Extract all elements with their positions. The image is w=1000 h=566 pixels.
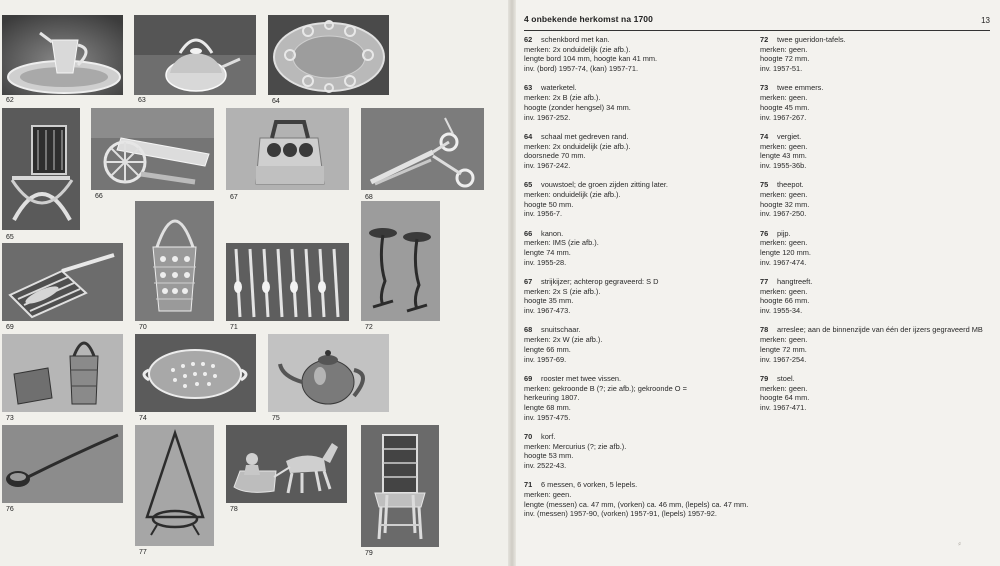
cutlery-photo	[226, 243, 349, 321]
entry-title: schaal met gedreven rand.	[541, 131, 629, 141]
entry-marks: merken: gekroonde B (?; zie afb.); gekroonde O =	[524, 383, 687, 393]
figure-number: 78	[230, 506, 238, 513]
entry-dimensions: lengte 120 mm.	[760, 248, 811, 258]
kettle-tray-photo	[2, 15, 123, 95]
figure-number: 66	[95, 193, 103, 200]
entry-inventory: inv. 2522-43.	[524, 461, 567, 471]
figure-79-photo	[361, 425, 439, 547]
entry-title: kanon.	[541, 228, 564, 238]
running-header	[524, 14, 990, 31]
entry-marks: merken: geen.	[760, 335, 808, 345]
entry-number: 71	[524, 480, 533, 490]
catalogue-column-left	[524, 35, 750, 529]
catalogue-entry	[524, 180, 750, 219]
catalogue-entry	[524, 374, 750, 423]
entry-marks: merken: geen.	[760, 238, 808, 248]
entry-marks: merken: geen.	[760, 189, 808, 199]
figure-76-photo	[2, 425, 123, 503]
figure-78-photo	[226, 425, 347, 503]
figure-71-photo	[226, 243, 349, 321]
entry-title: schenkbord met kan.	[541, 35, 610, 44]
entry-title: arreslee; aan de binnenzijde van één der ijzers gegraveerd MB	[777, 325, 983, 335]
entry-marks: merken: 2x B (zie afb.).	[524, 93, 601, 103]
figure-75-photo	[268, 334, 389, 412]
entry-title: theepot.	[777, 180, 804, 190]
entry-number: 73	[760, 83, 769, 93]
dish-photo	[268, 15, 389, 95]
entry-inventory: inv. 1967-473.	[524, 306, 571, 316]
figure-number: 74	[139, 415, 147, 422]
entry-number: 70	[524, 431, 533, 441]
entry-title: strijkijzer; achterop gegraveerd: S D	[541, 277, 659, 287]
catalogue-entry	[760, 132, 992, 171]
entry-title: 6 messen, 6 vorken, 5 lepels.	[541, 480, 638, 490]
entry-inventory: inv. 1967-254.	[760, 354, 807, 364]
entry-inventory: inv. (messen) 1957-90, (vorken) 1957-91, (lepels) 1957-92.	[524, 509, 717, 519]
entry-inventory: inv. 1967-242.	[524, 160, 571, 170]
entry-inventory: inv. 1957-51.	[760, 64, 803, 74]
entry-inventory: inv. 1955-36b.	[760, 160, 807, 170]
entry-marks: merken: Mercurius (?; zie afb.).	[524, 441, 627, 451]
gueridon-tables-photo	[361, 201, 440, 321]
entry-dimensions: hoogte 50 mm.	[524, 199, 574, 209]
entry-title: rooster met twee vissen.	[541, 373, 622, 383]
entry-dimensions: lengte 66 mm.	[524, 344, 571, 354]
entry-title: vergiet.	[777, 131, 802, 141]
catalogue-entry	[524, 83, 750, 122]
entry-number: 76	[760, 228, 769, 238]
figure-number: 79	[365, 550, 373, 557]
figure-65-photo	[2, 108, 80, 230]
entry-number: 62	[524, 35, 533, 44]
entry-dimensions: hoogte 64 mm.	[760, 393, 810, 403]
figure-number: 65	[6, 234, 14, 241]
entry-marks: merken: geen.	[760, 383, 808, 393]
sledge-horse-photo	[226, 425, 347, 503]
entry-marks: merken: IMS (zie afb.).	[524, 238, 599, 248]
catalogue-entry	[760, 229, 992, 268]
entry-dimensions: hoogte (zonder hengsel) 34 mm.	[524, 102, 631, 112]
entry-title: twee emmers.	[777, 83, 824, 93]
kettle-photo	[134, 15, 256, 95]
entry-number: 68	[524, 325, 533, 335]
catalogue-entry	[760, 277, 992, 316]
catalogue-entry	[524, 325, 750, 364]
figure-72-photo	[361, 201, 440, 321]
entry-dimensions: lengte 72 mm.	[760, 344, 807, 354]
iron-photo	[226, 108, 349, 190]
entry-dimensions: lengte 68 mm.	[524, 402, 571, 412]
entry-dimensions: lengte 43 mm.	[760, 151, 807, 161]
entry-title: snuitschaar.	[541, 325, 581, 335]
buckets-photo	[2, 334, 123, 412]
entry-marks: merken: geen.	[760, 141, 808, 151]
entry-number: 64	[524, 131, 533, 141]
entry-dimensions: hoogte 35 mm.	[524, 296, 574, 306]
folding-chair-photo	[2, 108, 80, 230]
entry-inventory: inv. 1967-471.	[760, 402, 807, 412]
entry-dimensions: lengte (messen) ca. 47 mm, (vorken) ca. 46 mm, (lepels) ca. 47 mm.	[524, 499, 749, 509]
figure-number: 73	[6, 415, 14, 422]
entry-dimensions: doorsnede 70 mm.	[524, 151, 586, 161]
catalogue-entry	[524, 132, 750, 171]
colander-photo	[135, 334, 256, 412]
entry-dimensions: lengte 74 mm.	[524, 248, 571, 258]
figure-number: 72	[365, 324, 373, 331]
figure-number: 64	[272, 98, 280, 105]
grill-fish-photo	[2, 243, 123, 321]
entry-number: 69	[524, 373, 533, 383]
entry-title: korf.	[541, 431, 556, 441]
entry-number: 65	[524, 180, 533, 190]
entry-title: twee gueridon-tafels.	[777, 35, 846, 44]
entry-marks: merken: geen.	[760, 286, 808, 296]
entry-inventory: inv. 1957-475.	[524, 412, 571, 422]
entry-inventory: inv. 1967-250.	[760, 209, 807, 219]
catalogue-entry	[524, 432, 750, 471]
hanging-trivet-photo	[135, 425, 214, 546]
figure-70-photo	[135, 201, 214, 321]
figure-number: 70	[139, 324, 147, 331]
catalogue-entry	[760, 374, 992, 413]
figure-number: 63	[138, 97, 146, 104]
pencil-mark-icon: ⸗	[957, 537, 962, 549]
entry-inventory: inv. 1967-267.	[760, 112, 807, 122]
figure-number: 62	[6, 97, 14, 104]
cannon-photo	[91, 108, 214, 190]
figure-69-photo	[2, 243, 123, 321]
entry-marks: merken: 2x S (zie afb.).	[524, 286, 601, 296]
entry-marks: merken: geen.	[524, 490, 572, 500]
entry-number: 79	[760, 373, 769, 383]
entry-number: 72	[760, 35, 769, 44]
pipe-photo	[2, 425, 123, 503]
entry-dimensions: hoogte 66 mm.	[760, 296, 810, 306]
catalogue-entry	[760, 83, 992, 122]
snuffer-photo	[361, 108, 484, 190]
entry-marks: merken: geen.	[760, 44, 808, 54]
figure-number: 67	[230, 194, 238, 201]
entry-dimensions: hoogte 53 mm.	[524, 451, 574, 461]
entry-dimensions: hoogte 45 mm.	[760, 102, 810, 112]
chapter-title: 4 onbekende herkomst na 1700	[524, 14, 653, 24]
entry-title: waterketel.	[541, 83, 577, 93]
entry-marks: merken: 2x W (zie afb.).	[524, 335, 603, 345]
figure-64-photo	[268, 15, 389, 95]
entry-number: 63	[524, 83, 533, 93]
entry-inventory: inv. 1957-69.	[524, 354, 567, 364]
entry-inventory: inv. 1967-252.	[524, 112, 571, 122]
figure-68-photo	[361, 108, 484, 190]
catalogue-entry	[760, 325, 992, 364]
entry-number: 67	[524, 277, 533, 287]
entry-marks: merken: 2x onduidelijk (zie afb.).	[524, 141, 631, 151]
catalogue-entry	[524, 35, 750, 74]
entry-title: stoel.	[777, 373, 795, 383]
page-number: 13	[981, 16, 990, 25]
figure-63-photo	[134, 15, 256, 95]
catalogue-entry	[524, 277, 750, 316]
figure-62-photo	[2, 15, 123, 95]
entry-inventory: inv. 1956-7.	[524, 209, 563, 219]
entry-dimensions: hoogte 72 mm.	[760, 54, 810, 64]
figure-74-photo	[135, 334, 256, 412]
entry-dimensions: hoogte 32 mm.	[760, 199, 810, 209]
entry-title: hangtreeft.	[777, 277, 813, 287]
entry-marks: merken: geen.	[760, 93, 808, 103]
catalogue-entry	[524, 480, 750, 519]
figure-number: 76	[6, 506, 14, 513]
entry-inventory: inv. 1955-28.	[524, 257, 567, 267]
figure-66-photo	[91, 108, 214, 190]
figure-number: 71	[230, 324, 238, 331]
entry-marks-continued: herkeuring 1807.	[524, 393, 580, 403]
catalogue-entry	[760, 35, 992, 74]
figure-number: 77	[139, 549, 147, 556]
entry-marks: merken: onduidelijk (zie afb.).	[524, 189, 621, 199]
entry-number: 75	[760, 180, 769, 190]
figure-number: 75	[272, 415, 280, 422]
catalogue-column-right	[760, 35, 992, 422]
figure-number: 68	[365, 194, 373, 201]
catalogue-entry	[524, 229, 750, 268]
figure-number: 69	[6, 324, 14, 331]
catalogue-entry	[760, 180, 992, 219]
entry-number: 74	[760, 131, 769, 141]
basket-photo	[135, 201, 214, 321]
chair-photo	[361, 425, 439, 547]
entry-inventory: inv. 1955-34.	[760, 306, 803, 316]
entry-number: 66	[524, 228, 533, 238]
teapot-photo	[268, 334, 389, 412]
book-gutter	[508, 0, 516, 566]
figure-73-photo	[2, 334, 123, 412]
entry-number: 77	[760, 277, 769, 287]
figure-77-photo	[135, 425, 214, 546]
entry-title: pijp.	[777, 228, 791, 238]
entry-number: 78	[760, 325, 769, 335]
entry-dimensions: lengte bord 104 mm, hoogte kan 41 mm.	[524, 54, 658, 64]
entry-marks: merken: 2x onduidelijk (zie afb.).	[524, 44, 631, 54]
figure-67-photo	[226, 108, 349, 190]
entry-inventory: inv. (bord) 1957-74, (kan) 1957-71.	[524, 64, 639, 74]
entry-title: vouwstoel; de groen zijden zitting later.	[541, 180, 668, 190]
entry-inventory: inv. 1967-474.	[760, 257, 807, 267]
